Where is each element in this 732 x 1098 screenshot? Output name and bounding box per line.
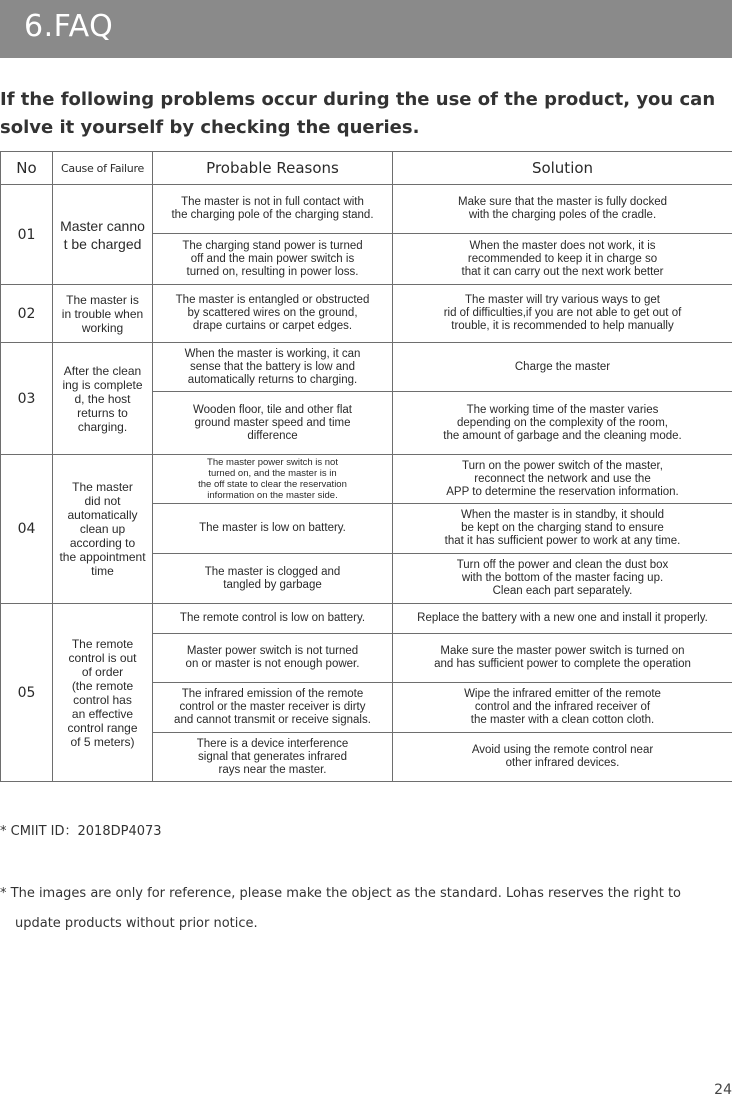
solution-cell: Wipe the infrared emitter of the remote control and the infrared receiver of the master with a clean cotton cloth. bbox=[393, 683, 732, 733]
solution-cell: When the master is in standby, it should be kept on the charging stand to ensure that it has sufficient power to work at any time. bbox=[393, 504, 732, 554]
reason-cell: Master power switch is not turned on or master is not enough power. bbox=[153, 634, 393, 683]
cause-cell: After the clean ing is complete d, the host returns to charging. bbox=[53, 343, 153, 455]
intro-text bbox=[0, 86, 720, 142]
reason-cell: There is a device interference signal that generates infrared rays near the master. bbox=[153, 733, 393, 782]
cmiit-note: * CMIIT ID：2018DP4073 bbox=[0, 824, 162, 839]
solution-cell: Turn on the power switch of the master, reconnect the network and use the APP to determine the reservation information. bbox=[393, 455, 732, 504]
row-number: 01 bbox=[1, 185, 53, 285]
solution-cell: When the master does not work, it is recommended to keep it in charge so that it can carry out the next work better bbox=[393, 234, 732, 285]
solution-cell: Charge the master bbox=[393, 343, 732, 392]
solution-cell: The working time of the master varies depending on the complexity of the room, the amount of garbage and the cleaning mode. bbox=[393, 392, 732, 455]
row-number: 03 bbox=[1, 343, 53, 455]
reason-cell: The master is low on battery. bbox=[153, 504, 393, 554]
cause-cell: The remote control is out of order (the remote control has an effective control range of 5 meters) bbox=[53, 604, 153, 782]
cause-cell: Master canno t be charged bbox=[53, 185, 153, 285]
reason-cell: The remote control is low on battery. bbox=[153, 604, 393, 634]
header-solution: Solution bbox=[393, 152, 732, 185]
header-bar bbox=[0, 0, 732, 58]
header-reasons: Probable Reasons bbox=[153, 152, 393, 185]
solution-cell: Avoid using the remote control near other infrared devices. bbox=[393, 733, 732, 782]
disclaimer-line-1: * The images are only for reference, please make the object as the standard. Lohas reserves the right to bbox=[0, 886, 681, 901]
reason-cell: The infrared emission of the remote control or the master receiver is dirty and cannot transmit or receive signals. bbox=[153, 683, 393, 733]
page-number: 24 bbox=[714, 1082, 732, 1098]
solution-cell: Make sure the master power switch is turned on and has sufficient power to complete the operation bbox=[393, 634, 732, 683]
table-row bbox=[1, 285, 732, 343]
intro-line-2: solve it yourself by checking the queries. bbox=[0, 117, 420, 138]
solution-cell: Make sure that the master is fully docked with the charging poles of the cradle. bbox=[393, 185, 732, 234]
cause-cell: The master did not automatically clean up according to the appointment time bbox=[53, 455, 153, 604]
table-row bbox=[1, 455, 732, 504]
intro-line-1: If the following problems occur during the use of the product, you can bbox=[0, 89, 716, 110]
table-row bbox=[1, 185, 732, 234]
reason-cell: Wooden floor, tile and other flat ground master speed and time difference bbox=[153, 392, 393, 455]
cause-cell: The master is in trouble when working bbox=[53, 285, 153, 343]
row-number: 02 bbox=[1, 285, 53, 343]
disclaimer-note bbox=[0, 879, 720, 939]
reason-cell: The master is not in full contact with the charging pole of the charging stand. bbox=[153, 185, 393, 234]
solution-cell: Replace the battery with a new one and install it properly. bbox=[393, 604, 732, 634]
table-row bbox=[1, 604, 732, 634]
row-number: 04 bbox=[1, 455, 53, 604]
row-number: 05 bbox=[1, 604, 53, 782]
reason-cell: The master is clogged and tangled by garbage bbox=[153, 554, 393, 604]
solution-cell: The master will try various ways to get rid of difficulties,if you are not able to get out of trouble, it is recommended to help manually bbox=[393, 285, 732, 343]
header-cause: Cause of Failure bbox=[53, 152, 153, 185]
reason-cell: When the master is working, it can sense that the battery is low and automatically returns to charging. bbox=[153, 343, 393, 392]
header-no: No bbox=[1, 152, 53, 185]
solution-cell: Turn off the power and clean the dust box with the bottom of the master facing up. Clean each part separately. bbox=[393, 554, 732, 604]
reason-cell: The master is entangled or obstructed by scattered wires on the ground, drape curtains or carpet edges. bbox=[153, 285, 393, 343]
reason-cell: The charging stand power is turned off and the main power switch is turned on, resulting in power loss. bbox=[153, 234, 393, 285]
table-row bbox=[1, 343, 732, 392]
faq-table bbox=[0, 151, 732, 782]
table-header-row bbox=[1, 152, 732, 185]
reason-cell: The master power switch is not turned on, and the master is in the off state to clear the reservation information on the master side. bbox=[153, 455, 393, 504]
page-title: 6.FAQ bbox=[24, 9, 114, 44]
disclaimer-line-2: update products without prior notice. bbox=[15, 916, 258, 931]
